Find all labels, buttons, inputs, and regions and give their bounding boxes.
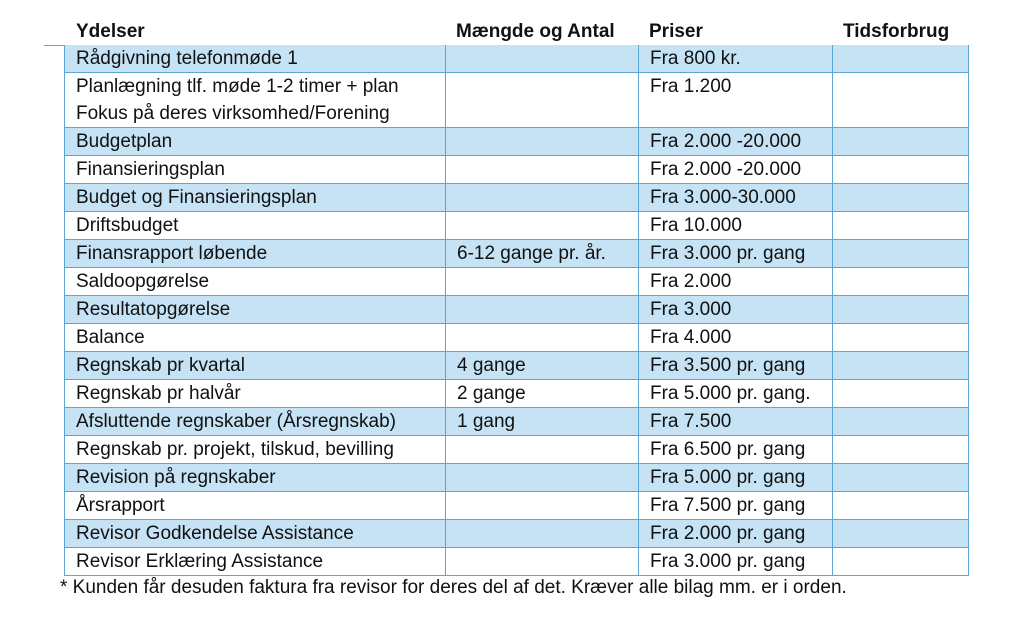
table-row (65, 520, 968, 548)
price-cell: Fra 4.000 (638, 324, 832, 351)
table-row (65, 73, 968, 128)
quantity-cell (445, 212, 638, 239)
table-row (65, 240, 968, 268)
price-cell: Fra 2.000 -20.000 (638, 156, 832, 183)
service-cell: Resultatopgørelse (76, 299, 231, 320)
table-row (65, 464, 968, 492)
time-cell (832, 492, 968, 519)
service-cell: Budget og Finansieringsplan (76, 187, 317, 208)
quantity-cell (445, 436, 638, 463)
quantity-cell (445, 296, 638, 323)
service-line: Planlægning tlf. møde 1-2 timer + plan (76, 76, 399, 97)
service-cell: Regnskab pr kvartal (76, 355, 245, 376)
quantity-cell (445, 464, 638, 491)
table-row (65, 492, 968, 520)
price-cell: Fra 2.000 pr. gang (638, 520, 832, 547)
quantity-cell (445, 184, 638, 211)
quantity-cell (445, 548, 638, 575)
header-ydelser: Ydelser (76, 21, 145, 42)
service-cell: Balance (76, 327, 145, 348)
price-cell: Fra 3.000 (638, 296, 832, 323)
service-cell: Finansieringsplan (76, 159, 225, 180)
quantity-cell (445, 156, 638, 183)
price-cell: Fra 5.000 pr. gang (638, 464, 832, 491)
table-header (44, 18, 967, 46)
quantity-cell (445, 45, 638, 72)
price-cell: Fra 1.200 (638, 73, 832, 127)
price-cell: Fra 7.500 (638, 408, 832, 435)
quantity-cell (445, 73, 638, 127)
price-cell: Fra 2.000 -20.000 (638, 128, 832, 155)
service-cell (65, 73, 445, 127)
table-row (65, 380, 968, 408)
time-cell (832, 352, 968, 379)
quantity-cell: 4 gange (445, 352, 638, 379)
price-cell: Fra 3.000 pr. gang (638, 240, 832, 267)
time-cell (832, 296, 968, 323)
time-cell (832, 408, 968, 435)
service-cell: Budgetplan (76, 131, 173, 152)
table-row (65, 436, 968, 464)
service-cell: Revision på regnskaber (76, 467, 276, 488)
table-row (65, 268, 968, 296)
table-row (65, 212, 968, 240)
price-cell: Fra 5.000 pr. gang. (638, 380, 832, 407)
time-cell (832, 212, 968, 239)
service-cell: Revisor Erklæring Assistance (76, 551, 324, 572)
price-cell: Fra 6.500 pr. gang (638, 436, 832, 463)
quantity-cell (445, 520, 638, 547)
service-line: Fokus på deres virksomhed/Forening (76, 103, 390, 124)
quantity-cell (445, 128, 638, 155)
time-cell (832, 128, 968, 155)
service-cell: Driftsbudget (76, 215, 179, 236)
table-row (65, 128, 968, 156)
table-row (65, 296, 968, 324)
time-cell (832, 156, 968, 183)
service-cell: Regnskab pr. projekt, tilskud, bevilling (76, 439, 394, 460)
footnote: * Kunden får desuden faktura fra revisor for deres del af det. Kræver alle bilag mm. er i orden. (60, 577, 847, 598)
table-row (65, 548, 968, 576)
service-cell: Regnskab pr halvår (76, 383, 241, 404)
quantity-cell (445, 492, 638, 519)
time-cell (832, 73, 968, 127)
table-row (65, 156, 968, 184)
table-row (65, 324, 968, 352)
quantity-cell: 2 gange (445, 380, 638, 407)
header-maengde: Mængde og Antal (456, 21, 615, 42)
header-priser: Priser (649, 21, 703, 42)
table-row (65, 408, 968, 436)
time-cell (832, 324, 968, 351)
table-row (65, 45, 968, 73)
time-cell (832, 548, 968, 575)
price-cell: Fra 3.000 pr. gang (638, 548, 832, 575)
price-cell: Fra 3.500 pr. gang (638, 352, 832, 379)
quantity-cell (445, 324, 638, 351)
time-cell (832, 380, 968, 407)
service-cell: Rådgivning telefonmøde 1 (76, 48, 298, 69)
time-cell (832, 520, 968, 547)
service-cell: Finansrapport løbende (76, 243, 268, 264)
price-table (64, 45, 969, 576)
price-cell: Fra 800 kr. (638, 45, 832, 72)
price-cell: Fra 7.500 pr. gang (638, 492, 832, 519)
service-cell: Revisor Godkendelse Assistance (76, 523, 354, 544)
quantity-cell: 1 gang (445, 408, 638, 435)
time-cell (832, 184, 968, 211)
price-cell: Fra 2.000 (638, 268, 832, 295)
service-cell: Saldoopgørelse (76, 271, 210, 292)
time-cell (832, 268, 968, 295)
price-cell: Fra 10.000 (638, 212, 832, 239)
table-row (65, 352, 968, 380)
price-cell: Fra 3.000-30.000 (638, 184, 832, 211)
quantity-cell: 6-12 gange pr. år. (445, 240, 638, 267)
time-cell (832, 45, 968, 72)
service-cell: Årsrapport (76, 495, 165, 516)
service-cell: Afsluttende regnskaber (Årsregnskab) (76, 411, 396, 432)
table-row (65, 184, 968, 212)
time-cell (832, 240, 968, 267)
time-cell (832, 436, 968, 463)
time-cell (832, 464, 968, 491)
quantity-cell (445, 268, 638, 295)
header-tidsforbrug: Tidsforbrug (843, 21, 950, 42)
